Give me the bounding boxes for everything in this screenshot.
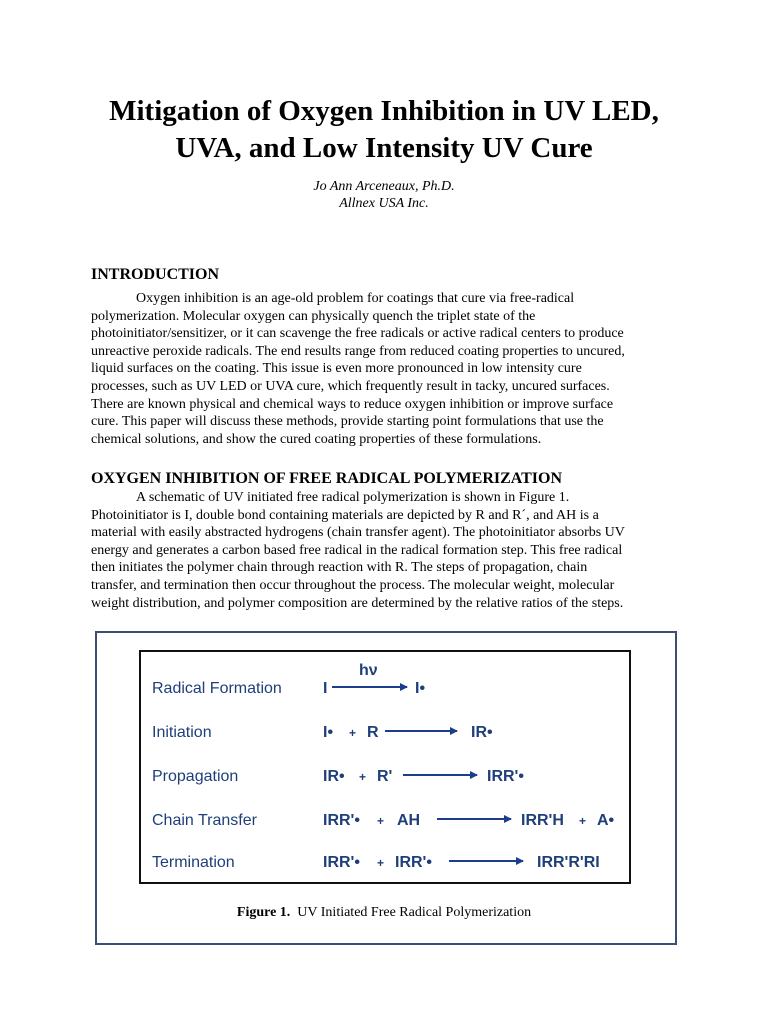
plus-sign: + [377, 814, 385, 828]
figure-caption-text: UV Initiated Free Radical Polymerization [297, 905, 532, 920]
figure-label: Figure 1. [236, 905, 291, 920]
reactant: IRR'• [323, 854, 360, 871]
paragraph-line: weight distribution, and polymer composition are determined by the relative ratios of the steps. [91, 595, 624, 611]
product: I• [415, 680, 426, 697]
paragraph-line: photoinitiator/sensitizer, or it can scavenge the free radicals or active radical centers to produce [91, 326, 624, 342]
step-name: Initiation [152, 724, 212, 741]
plus-sign: + [579, 814, 587, 828]
author-name: Jo Ann Arceneaux, Ph.D. [313, 179, 455, 194]
title-line-1: Mitigation of Oxygen Inhibition in UV LED, [109, 95, 659, 127]
paragraph-line: Oxygen inhibition is an age-old problem for coatings that cure via free-radical [136, 291, 575, 306]
title-line-2: UVA, and Low Intensity UV Cure [175, 132, 593, 164]
paragraph-line: material with easily abstracted hydrogens (chain transfer agent). The photoinitiator absorbs UV [91, 525, 625, 541]
reactant: IRR'• [395, 854, 432, 871]
paragraph-line: transfer, and termination then occur throughout the process. The molecular weight, molecular [91, 577, 615, 593]
product: IRR'H [521, 812, 564, 829]
product: IR• [471, 724, 493, 741]
paragraph-line: energy and generates a carbon based free radical in the radical formation step. This free radical [91, 542, 623, 558]
product: A• [597, 812, 615, 829]
step-name: Propagation [152, 768, 239, 785]
reaction-scheme [139, 650, 631, 884]
introduction-paragraph [91, 290, 675, 448]
paragraph-line: liquid surfaces on the coating. This issue is even more pronounced in low intensity cure [91, 361, 582, 377]
paragraph-line: processes, such as UV LED or UVA cure, which frequently result in tacky, uncured surfaces. [91, 378, 610, 394]
reactant: I• [323, 724, 334, 741]
paragraph-line: Photoinitiator is I, double bond containing materials are depicted by R and R´, and AH is a [91, 507, 599, 523]
reactant: R' [377, 768, 393, 785]
introduction-heading: INTRODUCTION [91, 266, 220, 283]
product: IRR'R'RI [537, 854, 600, 871]
step-name: Termination [152, 854, 235, 871]
reactant: IRR'• [323, 812, 360, 829]
paragraph-line: then initiates the polymer chain through reaction with R. The steps of propagation, chain [91, 560, 588, 576]
reactant: R [367, 724, 379, 741]
arrow-label: hν [359, 662, 378, 679]
author-block [0, 178, 768, 212]
oxygen-section-heading: OXYGEN INHIBITION OF FREE RADICAL POLYMERIZATION [91, 470, 563, 487]
paragraph-line: There are known physical and chemical ways to reduce oxygen inhibition or improve surface [91, 396, 614, 412]
oxygen-section-paragraph [91, 489, 675, 612]
paragraph-line: polymerization. Molecular oxygen can physically quench the triplet state of the [91, 308, 536, 324]
author-affiliation: Allnex USA Inc. [339, 196, 429, 211]
step-name: Radical Formation [152, 680, 282, 697]
paper-title [60, 93, 708, 167]
plus-sign: + [349, 726, 357, 740]
reactant: IR• [323, 768, 345, 785]
reactant: I [323, 680, 328, 697]
product: IRR'• [487, 768, 524, 785]
paragraph-line: chemical solutions, and show the cured coating properties of these formulations. [91, 431, 542, 447]
reaction-scheme-svg [141, 652, 629, 882]
paragraph-line: cure. This paper will discuss these methods, provide starting point formulations that use the [91, 414, 604, 430]
step-name: Chain Transfer [152, 812, 257, 829]
plus-sign: + [377, 856, 385, 870]
figure-caption [0, 904, 768, 921]
reactant: AH [397, 812, 421, 829]
paragraph-line: unreactive peroxide radicals. The end results range from reduced coating properties to uncured, [91, 343, 625, 359]
paragraph-line: A schematic of UV initiated free radical polymerization is shown in Figure 1. [136, 490, 570, 505]
plus-sign: + [359, 770, 367, 784]
